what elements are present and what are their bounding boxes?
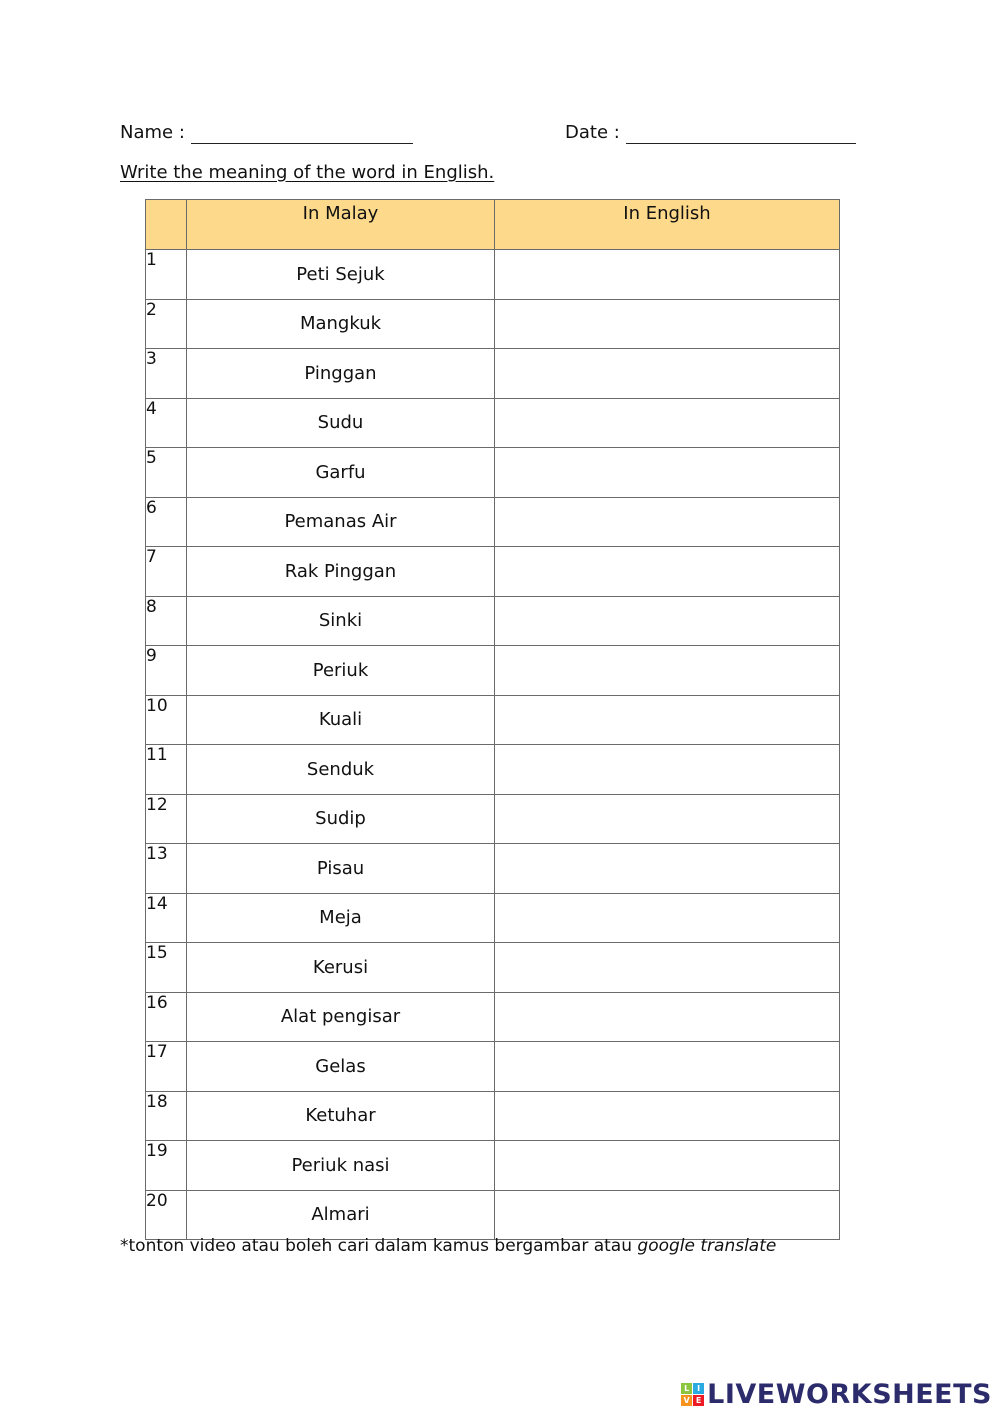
name-label: Name : — [120, 122, 185, 143]
logo-letter: V — [681, 1395, 692, 1406]
malay-word: Ketuhar — [187, 1091, 495, 1141]
malay-word: Pemanas Air — [187, 497, 495, 547]
table-row — [146, 695, 840, 745]
malay-word: Periuk nasi — [187, 1141, 495, 1191]
row-number: 4 — [146, 398, 187, 448]
table-row — [146, 448, 840, 498]
table-row — [146, 497, 840, 547]
table-row — [146, 1091, 840, 1141]
malay-word: Periuk — [187, 646, 495, 696]
date-blank-line[interactable] — [626, 126, 856, 144]
english-answer-cell[interactable] — [495, 596, 840, 646]
table-row — [146, 1141, 840, 1191]
english-answer-cell[interactable] — [495, 695, 840, 745]
table-row — [146, 596, 840, 646]
column-header-english: In English — [495, 200, 840, 250]
row-number: 7 — [146, 547, 187, 597]
row-number: 6 — [146, 497, 187, 547]
row-number: 18 — [146, 1091, 187, 1141]
liveworksheets-brand — [681, 1377, 992, 1411]
malay-word: Sudu — [187, 398, 495, 448]
row-number: 1 — [146, 250, 187, 300]
table-row — [146, 349, 840, 399]
malay-word: Senduk — [187, 745, 495, 795]
english-answer-cell[interactable] — [495, 497, 840, 547]
malay-word: Meja — [187, 893, 495, 943]
english-answer-cell[interactable] — [495, 745, 840, 795]
malay-word: Gelas — [187, 1042, 495, 1092]
english-answer-cell[interactable] — [495, 547, 840, 597]
table-row — [146, 745, 840, 795]
malay-word: Mangkuk — [187, 299, 495, 349]
date-field — [565, 122, 856, 144]
footnote-text: *tonton video atau boleh cari dalam kamus bergambar atau — [120, 1236, 638, 1256]
row-number: 5 — [146, 448, 187, 498]
malay-word: Sudip — [187, 794, 495, 844]
malay-word: Alat pengisar — [187, 992, 495, 1042]
english-answer-cell[interactable] — [495, 646, 840, 696]
table-row — [146, 943, 840, 993]
malay-word: Almari — [187, 1190, 495, 1240]
english-answer-cell[interactable] — [495, 398, 840, 448]
english-answer-cell[interactable] — [495, 349, 840, 399]
table-row — [146, 299, 840, 349]
table-row — [146, 1190, 840, 1240]
footnote — [120, 1236, 776, 1256]
instruction-text: Write the meaning of the word in English. — [120, 162, 495, 183]
english-answer-cell[interactable] — [495, 1141, 840, 1191]
vocabulary-table — [145, 199, 840, 1240]
english-answer-cell[interactable] — [495, 893, 840, 943]
table-header-row — [146, 200, 840, 250]
malay-word: Peti Sejuk — [187, 250, 495, 300]
malay-word: Kerusi — [187, 943, 495, 993]
malay-word: Sinki — [187, 596, 495, 646]
malay-word: Pinggan — [187, 349, 495, 399]
table-row — [146, 992, 840, 1042]
row-number: 20 — [146, 1190, 187, 1240]
row-number: 16 — [146, 992, 187, 1042]
row-number: 19 — [146, 1141, 187, 1191]
row-number: 14 — [146, 893, 187, 943]
table-row — [146, 1042, 840, 1092]
table-row — [146, 844, 840, 894]
logo-letter: E — [693, 1395, 704, 1406]
name-field — [120, 122, 413, 144]
row-number: 9 — [146, 646, 187, 696]
english-answer-cell[interactable] — [495, 943, 840, 993]
date-label: Date : — [565, 122, 620, 143]
table-row — [146, 646, 840, 696]
malay-word: Pisau — [187, 844, 495, 894]
english-answer-cell[interactable] — [495, 844, 840, 894]
row-number: 11 — [146, 745, 187, 795]
english-answer-cell[interactable] — [495, 250, 840, 300]
logo-letter: I — [693, 1383, 704, 1394]
malay-word: Rak Pinggan — [187, 547, 495, 597]
liveworksheets-logo-icon — [681, 1383, 704, 1406]
footnote-italic: google translate — [637, 1236, 777, 1256]
column-header-malay: In Malay — [187, 200, 495, 250]
table-row — [146, 250, 840, 300]
english-answer-cell[interactable] — [495, 992, 840, 1042]
table-row — [146, 893, 840, 943]
english-answer-cell[interactable] — [495, 299, 840, 349]
english-answer-cell[interactable] — [495, 1042, 840, 1092]
english-answer-cell[interactable] — [495, 1091, 840, 1141]
malay-word: Kuali — [187, 695, 495, 745]
row-number: 2 — [146, 299, 187, 349]
malay-word: Garfu — [187, 448, 495, 498]
row-number: 15 — [146, 943, 187, 993]
table-row — [146, 547, 840, 597]
row-number: 3 — [146, 349, 187, 399]
brand-text: LIVEWORKSHEETS — [707, 1378, 992, 1410]
logo-letter: L — [681, 1383, 692, 1394]
row-number: 17 — [146, 1042, 187, 1092]
english-answer-cell[interactable] — [495, 448, 840, 498]
row-number: 8 — [146, 596, 187, 646]
row-number: 10 — [146, 695, 187, 745]
row-number: 13 — [146, 844, 187, 894]
row-number: 12 — [146, 794, 187, 844]
english-answer-cell[interactable] — [495, 794, 840, 844]
english-answer-cell[interactable] — [495, 1190, 840, 1240]
column-header-number — [146, 200, 187, 250]
table-row — [146, 398, 840, 448]
name-blank-line[interactable] — [191, 126, 413, 144]
table-row — [146, 794, 840, 844]
